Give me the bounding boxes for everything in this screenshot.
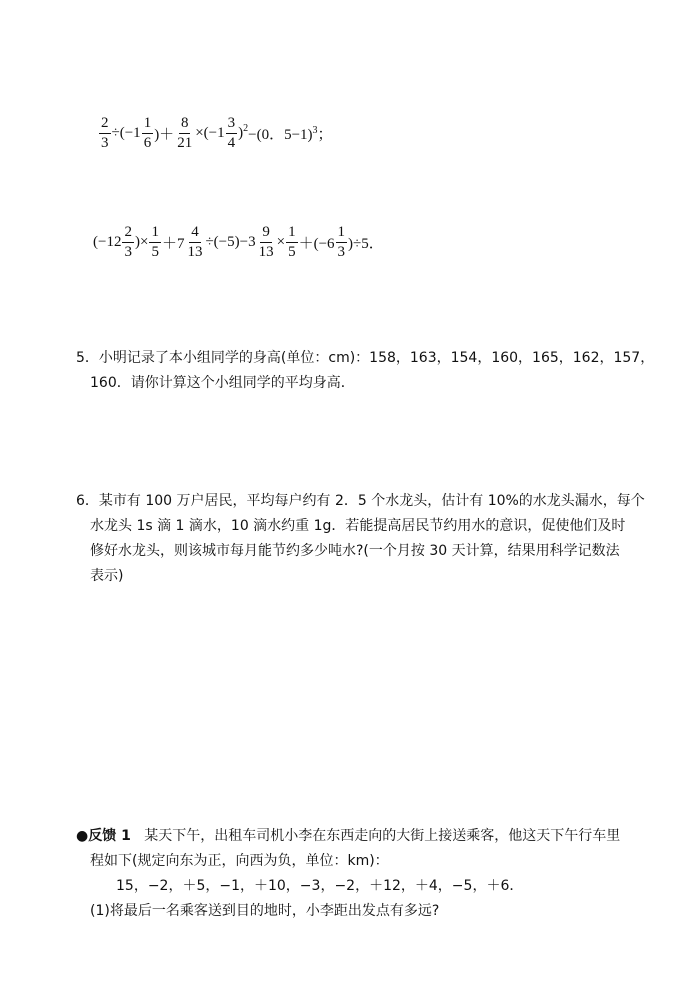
fraction: $\frac{4}{13}$ (187, 224, 203, 260)
question-line: 15，−2，＋5，−1，＋10，−3，−2，＋12，＋4，−5，＋6． (116, 878, 524, 894)
fraction: $\frac{2}{3}$ (124, 224, 132, 260)
fraction: $\frac{1}{6}$ (143, 115, 152, 151)
fraction: $\frac{2}{3}$ (101, 115, 109, 151)
question-line: 160．请你计算这个小组同学的平均身高． (90, 375, 355, 391)
expr-text: ＋(−6 (298, 236, 335, 252)
expr-text: ÷(−1 (111, 125, 141, 141)
exponent: 3 (312, 125, 318, 136)
question-line: 5．小明记录了本小组同学的身高(单位：cm)：158，163，154，160，165，162，157， (76, 350, 655, 366)
question-line: (1)将最后一名乘客送到目的地时，小李距出发点有多远? (90, 903, 440, 919)
expression-1 (98, 116, 333, 151)
expr-text: )＋ (154, 127, 175, 143)
fraction: $\frac{9}{13}$ (258, 224, 274, 260)
feedback-section (76, 824, 636, 924)
expr-text: −(0．5−1)$^3$ (248, 125, 318, 143)
question-line: ●反馈 1 某天下午，出租车司机小李在东西走向的大街上接送乘客，他这天下午行车里 (76, 828, 621, 844)
question-line: 水龙头 1s 滴 1 滴水，10 滴水约重 1g．若能提高居民节约用水的意识，促使他们及时 (90, 518, 626, 534)
expr-text: × (276, 234, 286, 250)
fraction: $\frac{8}{21}$ (177, 115, 193, 151)
expression-2 (93, 225, 384, 260)
exponent: 2 (243, 123, 249, 134)
expr-text: )× (134, 234, 149, 250)
question-line: 修好水龙头，则该城市每月能节约多少吨水?(一个月按 30 天计算，结果用科学记数法 (90, 543, 620, 559)
expr-text: ； (317, 127, 333, 143)
expr-text: (−12 (93, 234, 122, 250)
fraction: $\frac{1}{5}$ (151, 224, 159, 260)
fraction: $\frac{3}{4}$ (227, 115, 236, 151)
question-6 (76, 489, 645, 589)
expr-text: ÷(−5)−3 (205, 234, 256, 250)
question-line: 程如下(规定向东为正，向西为负，单位：km)： (90, 853, 389, 869)
question-5 (76, 346, 655, 396)
expr-text: )$^2$ (238, 123, 249, 141)
fraction: $\frac{1}{5}$ (288, 224, 296, 260)
feedback-label: ●反馈 1 (76, 828, 131, 844)
fraction: $\frac{1}{3}$ (337, 224, 346, 260)
question-line: 表示) (90, 568, 124, 584)
expr-text: ×(−1 (195, 125, 225, 141)
expr-text: ＋7 (161, 236, 185, 252)
expr-text: )÷5． (348, 236, 384, 252)
question-line: 6．某市有 100 万户居民，平均每户约有 2．5 个水龙头，估计有 10%的水龙头漏水，每个 (76, 493, 645, 509)
